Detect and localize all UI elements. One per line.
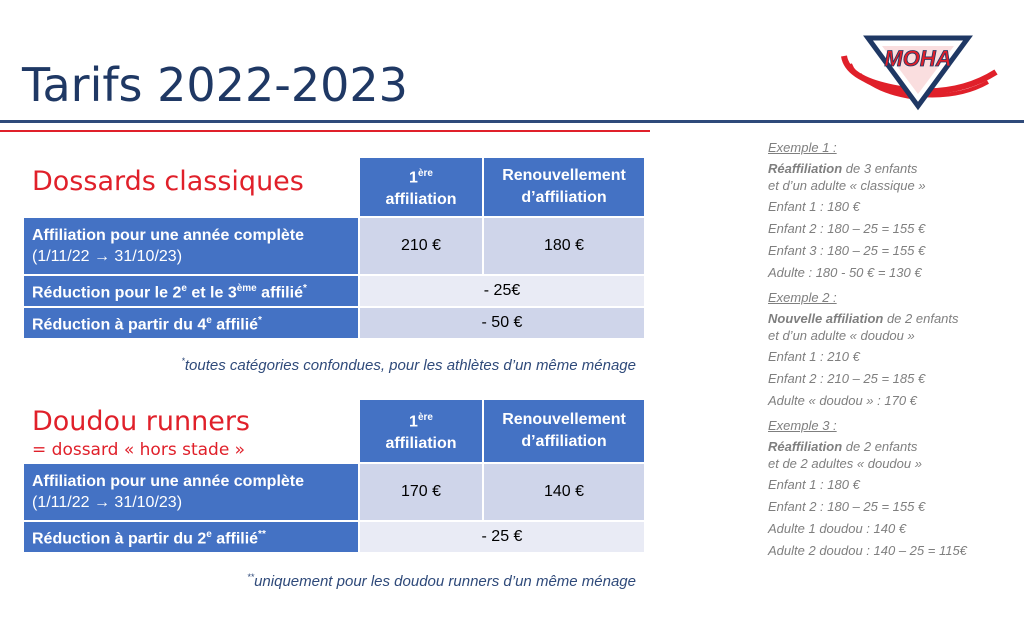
title-rule-red: [0, 130, 650, 132]
example-3-heading: Exemple 3 :: [768, 418, 837, 433]
section2-subtitle: = dossard « hors stade »: [32, 440, 246, 460]
section1-col-first-affiliation: 1ère affiliation: [360, 158, 482, 216]
section2-row-reduction-2-label: Réduction à partir du 2e affilié**: [24, 522, 358, 552]
example-1: [768, 138, 1018, 284]
example-2-heading: Exemple 2 :: [768, 290, 837, 305]
example-2-line: Adulte « doudou » : 170 €: [768, 393, 917, 408]
logo-text: MOHA: [884, 46, 952, 71]
example-1-description: Réaffiliation de 3 enfants et d’un adulte « classique »: [768, 161, 926, 193]
example-2-line: Enfant 1 : 210 €: [768, 349, 860, 364]
section1-row-full-year-first: 210 €: [360, 218, 482, 274]
example-1-line: Enfant 3 : 180 – 25 = 155 €: [768, 243, 926, 258]
section1-row-full-year-renewal: 180 €: [484, 218, 644, 274]
section2-col-first-affiliation: 1ère affiliation: [360, 400, 482, 462]
example-2: [768, 288, 1018, 412]
moha-logo: [838, 20, 998, 112]
examples-panel: [768, 138, 1018, 566]
example-3-line: Adulte 2 doudou : 140 – 25 = 115€: [768, 543, 967, 558]
section1-row-reduction-4-value: - 50 €: [360, 308, 644, 338]
example-3-line: Adulte 1 doudou : 140 €: [768, 521, 907, 536]
section1-row-reduction-2-3-label: Réduction pour le 2e et le 3ème affilié*: [24, 276, 358, 306]
section1-row-reduction-4-label: Réduction à partir du 4e affilié*: [24, 308, 358, 338]
section2-corner: [24, 400, 358, 462]
example-1-line: Enfant 2 : 180 – 25 = 155 €: [768, 221, 926, 236]
title-rule-blue: [0, 120, 1024, 123]
example-1-heading: Exemple 1 :: [768, 140, 837, 155]
page-title: Tarifs 2022-2023: [22, 58, 408, 112]
section2-table: [22, 398, 646, 554]
example-3-description: Réaffiliation de 2 enfants et de 2 adultes « doudou »: [768, 439, 922, 471]
section1-footnote: *toutes catégories confondues, pour les athlètes d’un même ménage: [181, 356, 636, 374]
section1-row-reduction-2-3-value: - 25€: [360, 276, 644, 306]
section1-title: Dossards classiques: [32, 166, 304, 197]
section2-row-reduction-2-value: - 25 €: [360, 522, 644, 552]
example-2-line: Enfant 2 : 210 – 25 = 185 €: [768, 371, 926, 386]
example-1-line: Adulte : 180 - 50 € = 130 €: [768, 265, 922, 280]
example-3-line: Enfant 1 : 180 €: [768, 477, 860, 492]
section1-col-renewal: Renouvellement d’affiliation: [484, 158, 644, 216]
section2-title: Doudou runners: [32, 406, 250, 437]
section1-corner: [24, 158, 358, 216]
example-3-line: Enfant 2 : 180 – 25 = 155 €: [768, 499, 926, 514]
example-1-line: Enfant 1 : 180 €: [768, 199, 860, 214]
section2-row-full-year-first: 170 €: [360, 464, 482, 520]
example-2-description: Nouvelle affiliation de 2 enfants et d’un adulte « doudou »: [768, 311, 959, 343]
example-3: [768, 416, 1018, 562]
section2-row-full-year-label: Affiliation pour une année complète (1/11/22 → 31/10/23): [24, 464, 358, 520]
section2-col-renewal: Renouvellement d’affiliation: [484, 400, 644, 462]
section2-footnote: **uniquement pour les doudou runners d’un même ménage: [247, 572, 636, 590]
section1-row-full-year-label: Affiliation pour une année complète (1/11/22 → 31/10/23): [24, 218, 358, 274]
section2-row-full-year-renewal: 140 €: [484, 464, 644, 520]
section1-table: [22, 156, 646, 340]
